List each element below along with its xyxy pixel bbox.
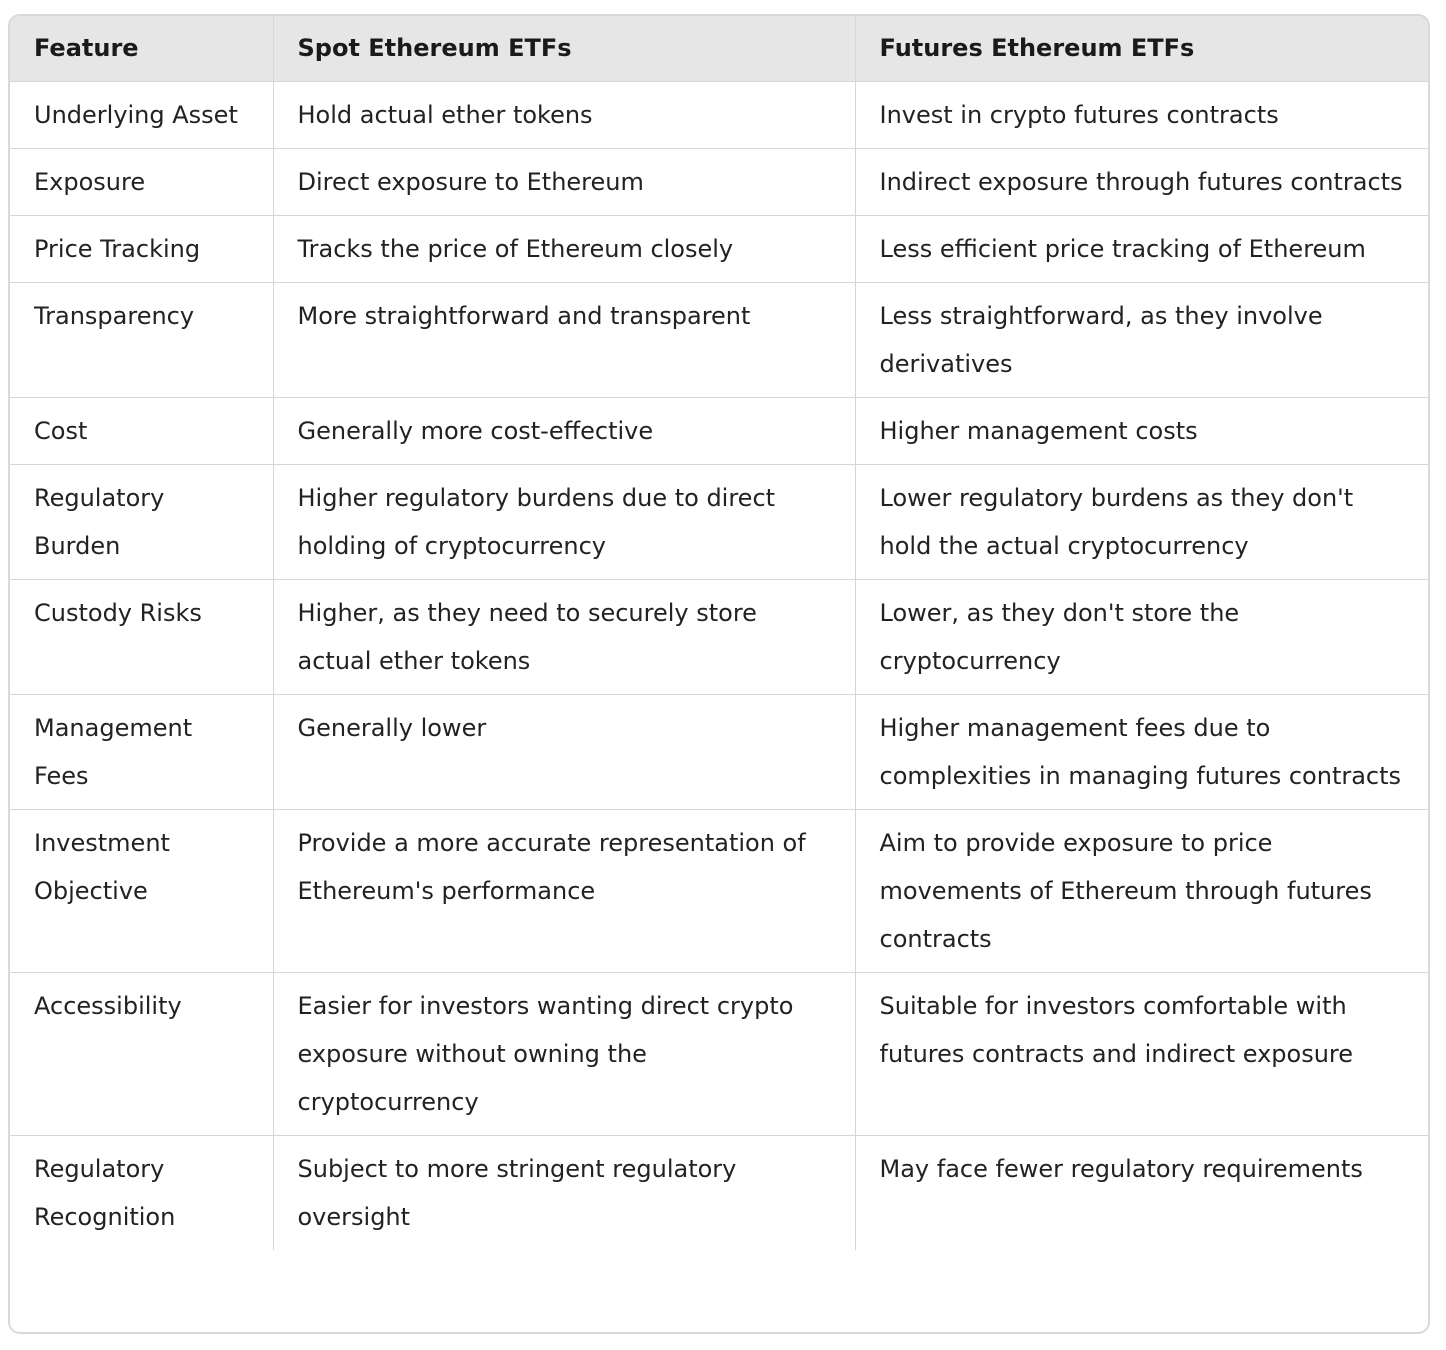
futures-cell: Lower, as they don't store the cryptocurrency: [855, 579, 1428, 694]
table-row: [10, 81, 1428, 148]
futures-cell: May face fewer regulatory requirements: [879, 1154, 1363, 1183]
futures-cell: Less straightforward, as they involve derivatives: [855, 282, 1428, 397]
feature-cell: Price Tracking: [10, 215, 273, 282]
futures-cell: Higher management costs: [855, 397, 1428, 464]
spot-cell: Tracks the price of Ethereum closely: [273, 215, 855, 282]
feature-cell: Regulatory Recognition: [10, 1135, 273, 1250]
table-row: [10, 694, 1428, 809]
futures-cell: Suitable for investors comfortable with futures contracts and indirect exposure: [855, 972, 1428, 1135]
futures-cell: Aim to provide exposure to price movements of Ethereum through futures contracts: [855, 809, 1428, 972]
comparison-table: [10, 16, 1428, 1250]
feature-cell: Transparency: [10, 282, 273, 397]
spot-cell: Subject to more stringent regulatory oversight: [273, 1135, 855, 1250]
table-row: [10, 579, 1428, 694]
spot-cell: Provide a more accurate representation of Ethereum's performance: [273, 809, 855, 972]
spot-cell: Higher regulatory burdens due to direct holding of cryptocurrency: [273, 464, 855, 579]
table-row: [10, 215, 1428, 282]
header-feature: Feature: [10, 16, 273, 81]
feature-cell: Investment Objective: [10, 809, 273, 972]
table-row: [10, 282, 1428, 397]
table-header: [10, 16, 1428, 81]
spot-cell: More straightforward and transparent: [273, 282, 855, 397]
header-row: [10, 16, 1428, 81]
futures-cell: Indirect exposure through futures contracts: [855, 148, 1428, 215]
table-row: [10, 148, 1428, 215]
comparison-table-container: [8, 14, 1430, 1334]
futures-cell: Invest in crypto futures contracts: [855, 81, 1428, 148]
spot-cell: Higher, as they need to securely store actual ether tokens: [273, 579, 855, 694]
table-body: [10, 81, 1428, 1250]
table-row: [10, 1135, 1428, 1250]
spot-cell: Generally lower: [273, 694, 855, 809]
header-futures-etfs: Futures Ethereum ETFs: [855, 16, 1428, 81]
spot-cell: Direct exposure to Ethereum: [273, 148, 855, 215]
feature-cell: Regulatory Burden: [10, 464, 273, 579]
spot-cell: Easier for investors wanting direct crypto exposure without owning the cryptocurrency: [273, 972, 855, 1135]
feature-cell: Management Fees: [10, 694, 273, 809]
header-spot-etfs: Spot Ethereum ETFs: [273, 16, 855, 81]
spot-cell: Hold actual ether tokens: [273, 81, 855, 148]
feature-cell: Cost: [10, 397, 273, 464]
feature-cell: Exposure: [10, 148, 273, 215]
futures-cell: Less efficient price tracking of Ethereum: [855, 215, 1428, 282]
table-row: [10, 464, 1428, 579]
table-row: [10, 972, 1428, 1135]
feature-cell: Custody Risks: [10, 579, 273, 694]
feature-cell: Underlying Asset: [10, 81, 273, 148]
futures-cell: Lower regulatory burdens as they don't hold the actual cryptocurrency: [855, 464, 1428, 579]
feature-cell: Accessibility: [10, 972, 273, 1135]
futures-cell: Higher management fees due to complexities in managing futures contracts: [855, 694, 1428, 809]
table-row: [10, 809, 1428, 972]
spot-cell: Generally more cost-effective: [273, 397, 855, 464]
table-row: [10, 397, 1428, 464]
